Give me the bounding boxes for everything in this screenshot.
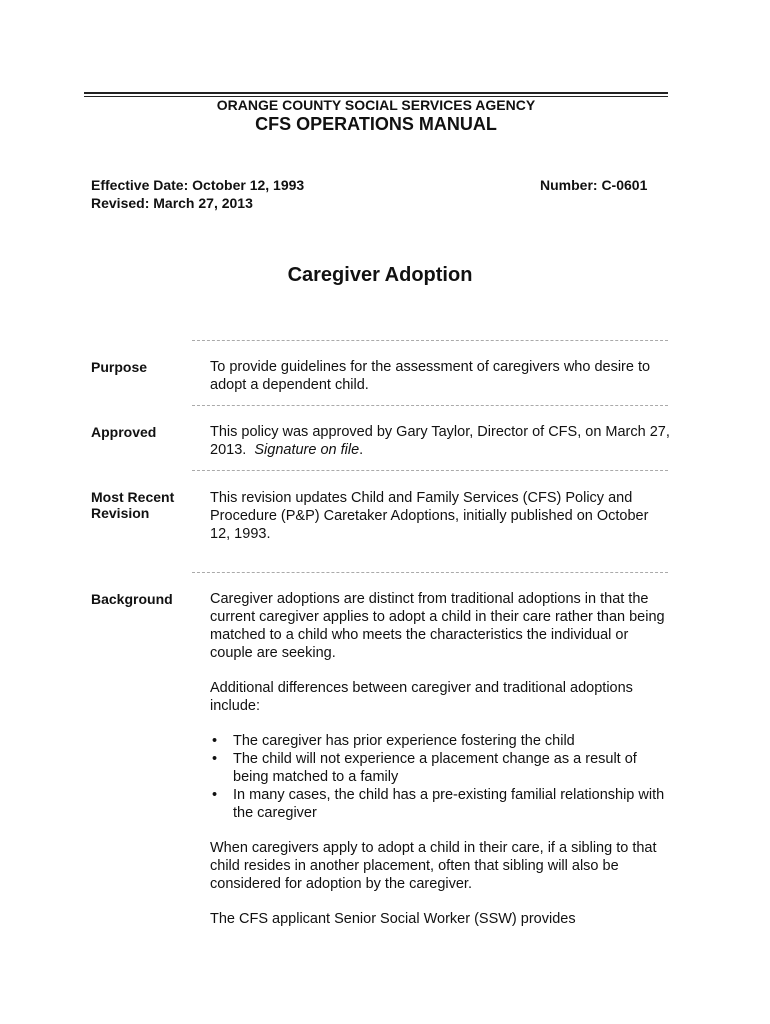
revision-label-line2: Revision <box>91 505 150 521</box>
list-item: • In many cases, the child has a pre-existing familial relationship with the caregiver <box>212 787 665 821</box>
bullet-icon: • <box>212 733 218 749</box>
background-paragraph-2: Additional differences between caregiver and traditional adoptions include: <box>210 680 633 714</box>
page-title: Caregiver Adoption <box>287 264 473 286</box>
purpose-label: Purpose <box>91 359 148 375</box>
background-label: Background <box>91 591 173 607</box>
header-rule-thick <box>84 92 668 94</box>
revision-label-line1: Most Recent <box>91 489 175 505</box>
bullet-icon: • <box>212 751 218 767</box>
purpose-paragraph: To provide guidelines for the assessment of caregivers who desire to adopt a dependent child. <box>210 359 651 393</box>
approved-label: Approved <box>91 424 157 440</box>
purpose-text <box>210 358 670 394</box>
effective-date: Effective Date: October 12, 1993 <box>91 177 305 193</box>
section-divider <box>192 470 668 471</box>
revision-text <box>210 489 670 543</box>
section-divider <box>192 340 668 341</box>
bullet-icon: • <box>212 787 218 803</box>
signature-note: Signature on file <box>254 442 360 458</box>
revision-paragraph: This revision updates Child and Family Services (CFS) Policy and Procedure (P&P) Caretaker Adoptions, initially published on October 12, 1993. <box>210 490 649 542</box>
section-divider <box>192 405 668 406</box>
approved-paragraph: This policy was approved by Gary Taylor, Director of CFS, on March 27, 2013. <box>210 424 670 458</box>
list-item: • The child will not experience a placement change as a result of being matched to a family <box>212 751 637 785</box>
agency-name: ORANGE COUNTY SOCIAL SERVICES AGENCY <box>216 97 536 113</box>
policy-number: Number: C-0601 <box>540 177 648 193</box>
manual-title: CFS OPERATIONS MANUAL <box>255 114 497 134</box>
approved-text: This policy was approved by Gary Taylor, Director of CFS, on March 27, 2013. Signature on file. <box>210 424 670 458</box>
list-item: • The caregiver has prior experience fostering the child <box>212 733 575 749</box>
background-text <box>210 590 670 928</box>
differences-list <box>210 732 670 822</box>
background-paragraph-1: Caregiver adoptions are distinct from traditional adoptions in that the current caregiver applies to adopt a child in their care rather than being matched to a child who meets the characteristics the individual or couple are seeking. <box>210 591 665 661</box>
background-paragraph-4: The CFS applicant Senior Social Worker (SSW) provides <box>210 911 576 927</box>
revision-label <box>91 489 174 521</box>
background-paragraph-3: When caregivers apply to adopt a child in their care, if a sibling to that child resides in another placement, often that sibling will also be considered for adoption by the caregiver. <box>210 840 657 892</box>
revised-date: Revised: March 27, 2013 <box>91 195 253 211</box>
section-divider <box>192 572 668 573</box>
